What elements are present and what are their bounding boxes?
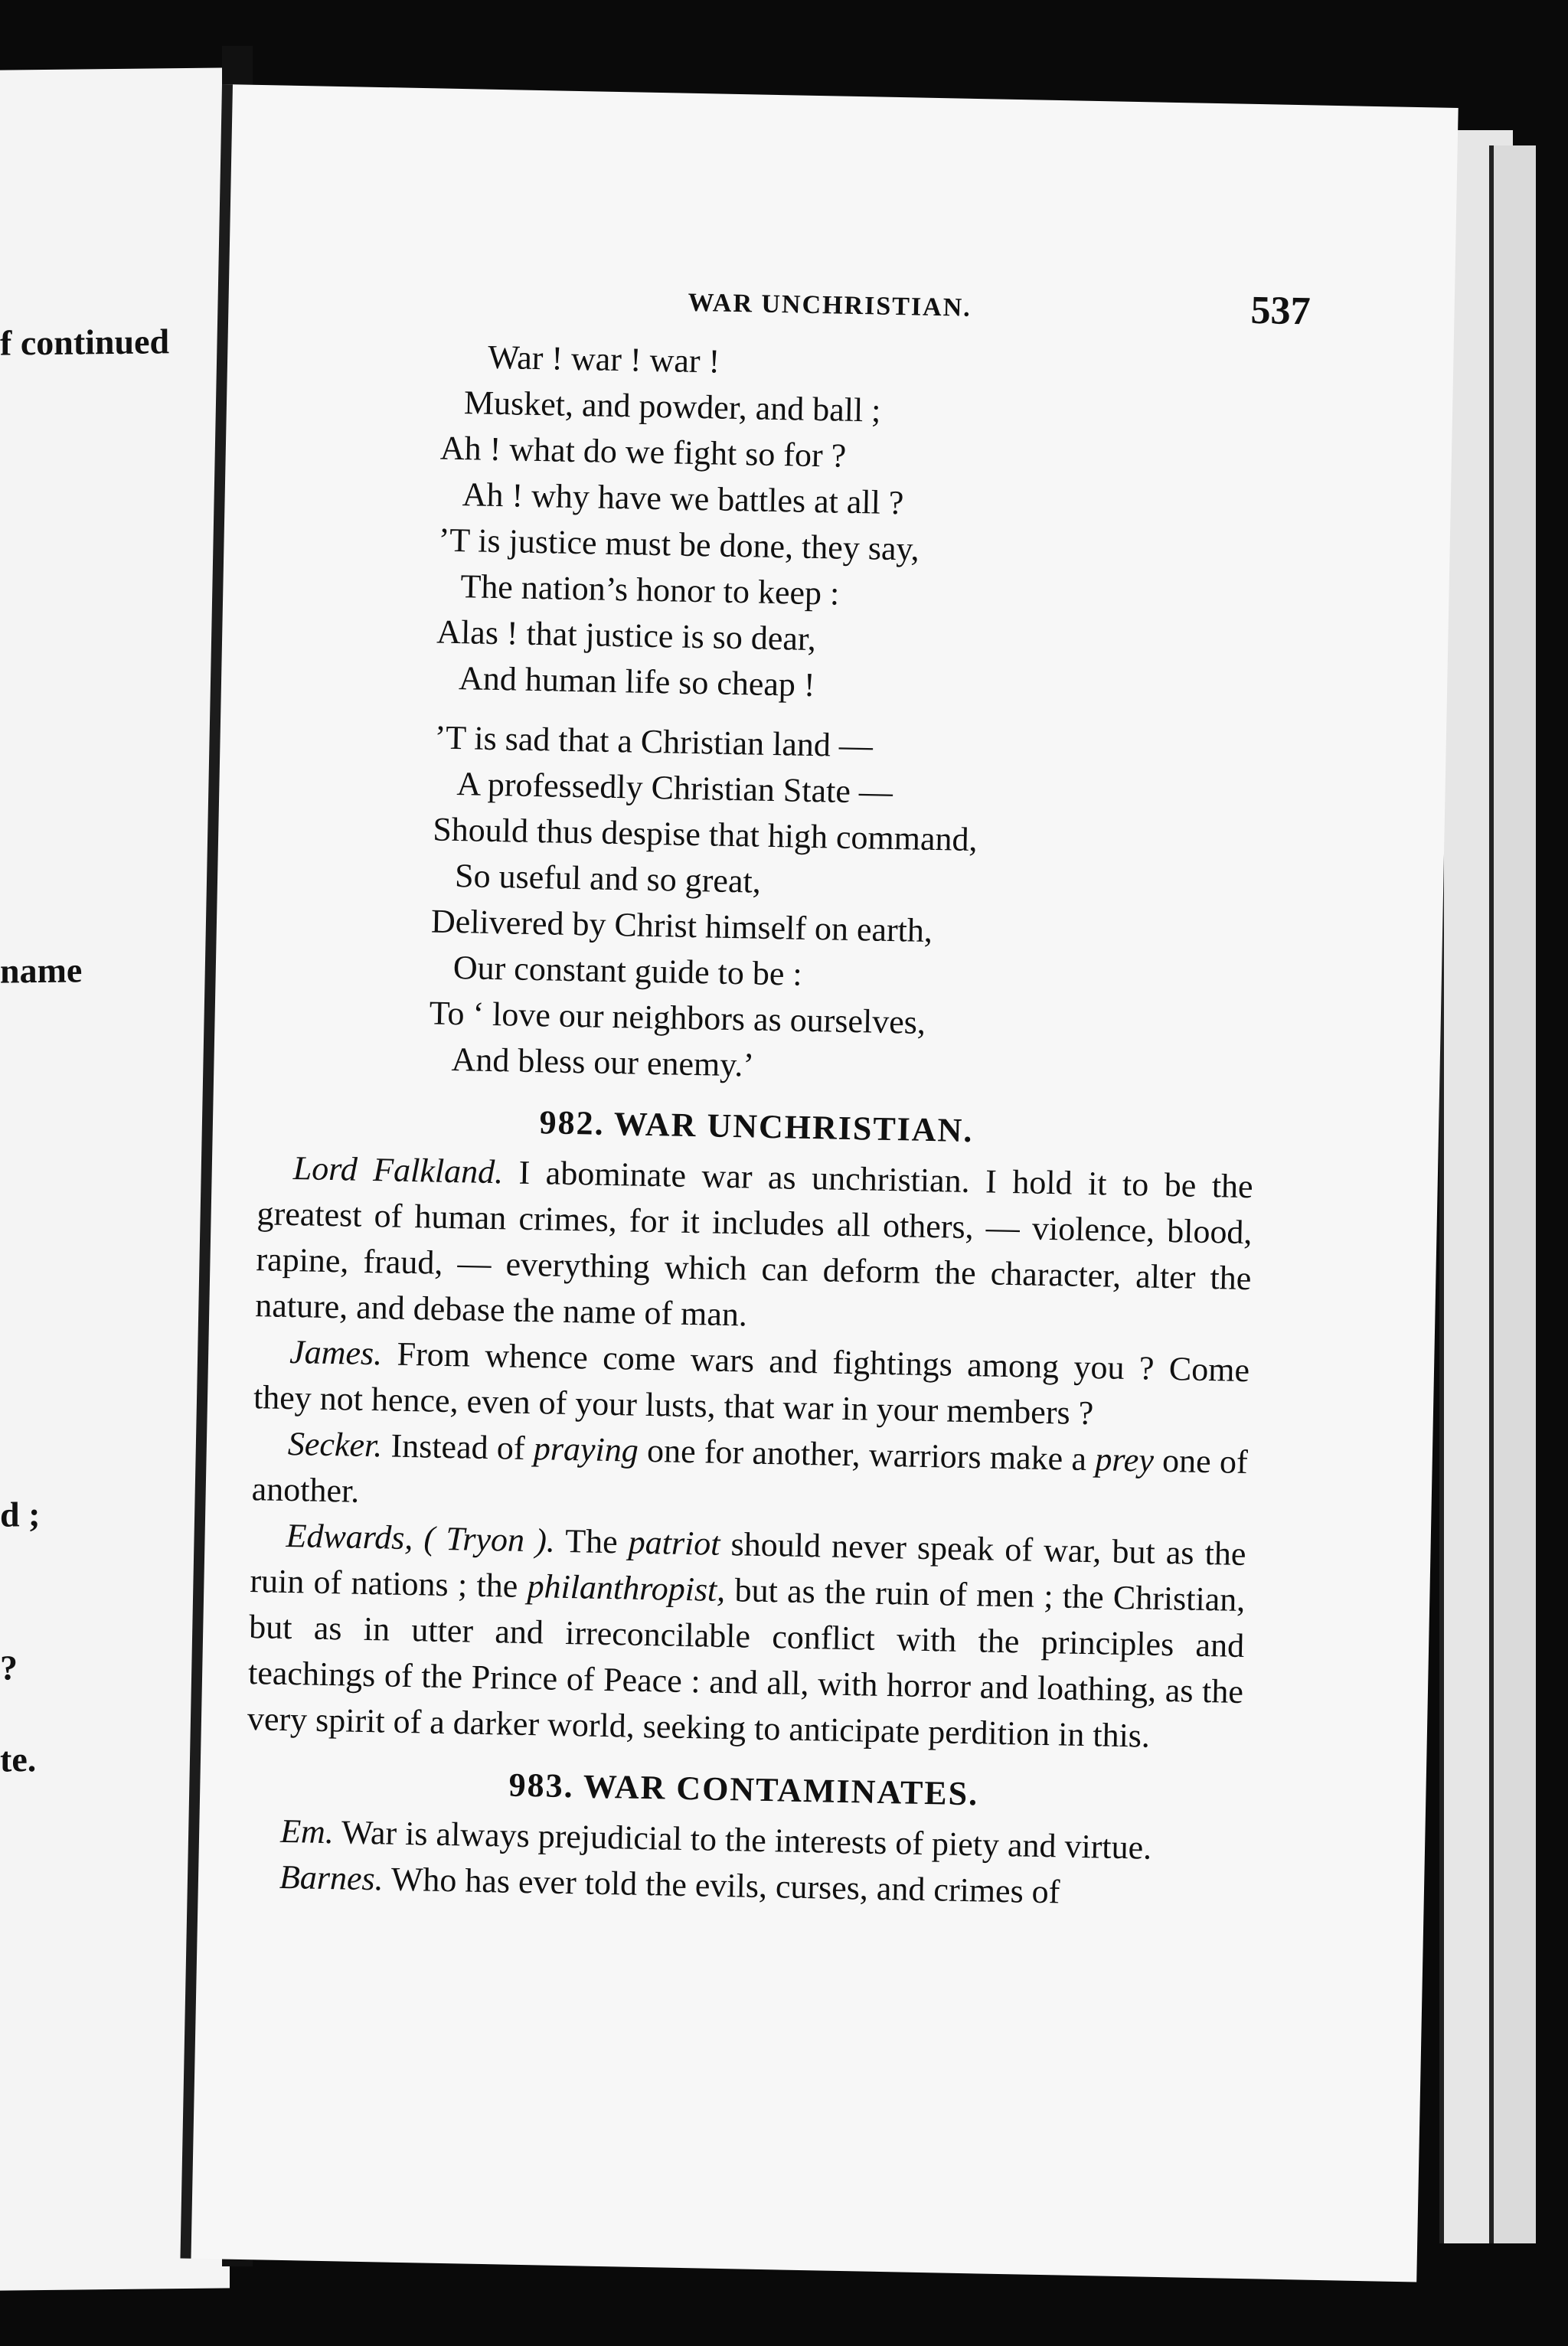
poem-line: ’T is justice must be done, they say, xyxy=(438,521,920,568)
quote-text: should never speak of war, but as the ruin of nations ; the xyxy=(250,1524,1246,1606)
speaker-name: Barnes. xyxy=(279,1858,384,1898)
quote-text: I abominate war as unchristian. I hold it to be the greatest of human crimes, for it includes all others, — violence, blood, rapine, fraud, — everything which can deform the character, alter the nature, and debase the name of man. xyxy=(254,1153,1254,1334)
poem-line: ’T is sad that a Christian land — xyxy=(434,718,874,765)
poem-stanza-1 xyxy=(397,333,1269,717)
poem-line: To ‘ love our neighbors as ourselves, xyxy=(429,994,926,1041)
poem-line: And human life so cheap ! xyxy=(458,659,816,704)
quote-text: but as the ruin of men ; the Christian, but as in utter and irreconcilable conflict with the principles and teachings of the Prince of Peace : and all, with horror and loathing, as the very spirit of a darker world, seeking to anticipate perdition in this. xyxy=(247,1570,1246,1755)
poem-line: The nation’s honor to keep : xyxy=(460,567,840,613)
poem-line: War ! war ! war ! xyxy=(487,338,720,381)
quote-text: Who has ever told the evils, curses, and crimes of xyxy=(383,1860,1060,1911)
quote-text: Instead of xyxy=(381,1426,534,1468)
quote-text: one for another, warriors make a xyxy=(638,1431,1096,1479)
page-body xyxy=(243,330,1269,1919)
quote-text: The xyxy=(554,1521,629,1561)
speaker-name: James. xyxy=(289,1333,383,1373)
running-head: WAR UNCHRISTIAN. xyxy=(688,288,972,322)
emphasis: praying xyxy=(533,1429,639,1469)
section-heading-982: 982. WAR UNCHRISTIAN. xyxy=(539,1103,974,1150)
book-page xyxy=(180,84,1458,2282)
speaker-name: Secker. xyxy=(287,1424,383,1465)
poem-line: Delivered by Christ himself on earth, xyxy=(430,902,933,950)
poem-line: Ah ! what do we fight so for ? xyxy=(439,429,847,475)
emphasis: patriot xyxy=(628,1523,721,1563)
quote-edwards xyxy=(247,1512,1246,1761)
speaker-name: Lord Falkland. xyxy=(292,1149,504,1191)
page-number: 537 xyxy=(1250,288,1312,334)
poem-line: Ah ! why have we battles at all ? xyxy=(462,475,904,522)
poem-line: And bless our enemy.’ xyxy=(451,1040,755,1084)
quote-text: From whence come wars and fightings among you ? Come they not hence, even of your lusts, that war in your members ? xyxy=(253,1335,1250,1433)
quote-text: War is always prejudicial to the interests of piety and virtue. xyxy=(333,1813,1152,1867)
poem xyxy=(390,333,1269,1099)
left-fragment-1: f continued xyxy=(0,322,170,363)
left-fragment-4: ? xyxy=(0,1648,18,1688)
speaker-name: Em. xyxy=(279,1812,335,1851)
page-stack-edge-outer xyxy=(1489,145,1536,2243)
left-fragment-3: d ; xyxy=(0,1495,41,1534)
left-fragment-2: name xyxy=(0,950,83,991)
poem-stanza-2 xyxy=(390,714,1262,1099)
quote-text: one of another. xyxy=(251,1441,1249,1510)
section-heading-983: 983. WAR CONTAMINATES. xyxy=(508,1766,979,1813)
poem-line: Musket, and powder, and ball ; xyxy=(463,384,881,430)
poem-line: Alas ! that justice is so dear, xyxy=(436,613,817,658)
emphasis: philanthropist, xyxy=(527,1567,726,1609)
speaker-name: Edwards, ( Tryon ). xyxy=(286,1516,556,1560)
poem-line: A professedly Christian State — xyxy=(456,765,893,811)
emphasis: prey xyxy=(1094,1440,1155,1479)
poem-line: Should thus despise that high command, xyxy=(432,810,978,859)
quote-falkland xyxy=(255,1145,1253,1348)
poem-line: So useful and so great, xyxy=(454,857,762,900)
left-fragment-5: te. xyxy=(0,1740,37,1779)
poem-line: Our constant guide to be : xyxy=(452,949,803,993)
